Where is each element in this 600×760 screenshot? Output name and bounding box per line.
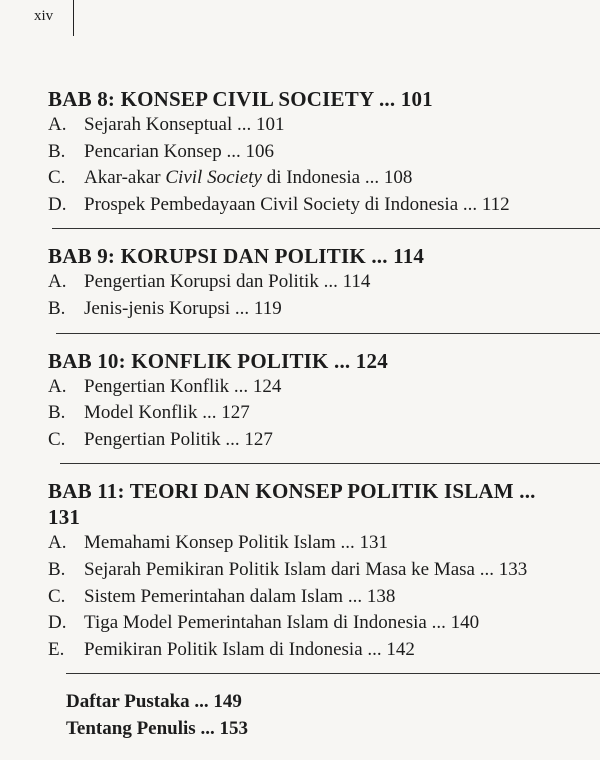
entry-letter: A.: [48, 271, 67, 293]
entry-text: Pengertian Korupsi dan Politik ... 114: [84, 271, 371, 293]
toc-entry: [48, 192, 568, 219]
toc-entry: [48, 584, 568, 611]
bibliography-entry: Daftar Pustaka ... 149: [66, 691, 242, 713]
entry-text: Pemikiran Politik Islam di Indonesia ... 142: [84, 638, 415, 660]
section-divider: [60, 463, 600, 464]
entry-text-post: di Indonesia ... 108: [261, 167, 413, 189]
entry-text-pre: Akar-akar: [84, 167, 166, 189]
entry-letter: C.: [48, 428, 66, 450]
toc-entry: [48, 374, 568, 401]
entry-letter: A.: [48, 532, 67, 554]
chapter-10: [48, 348, 568, 454]
entry-text: Pengertian Konflik ... 124: [84, 375, 282, 397]
chapter-8: [48, 86, 568, 218]
entry-letter: C.: [48, 167, 66, 189]
back-matter: [66, 688, 600, 742]
entry-text: Pencarian Konsep ... 106: [84, 140, 274, 162]
entry-letter: C.: [48, 585, 66, 607]
entry-text: [84, 165, 412, 192]
entry-letter: E.: [48, 638, 65, 660]
entry-letter: A.: [48, 375, 67, 397]
entry-text: Tiga Model Pemerintahan Islam di Indonesia ... 140: [84, 612, 480, 634]
section-divider: [66, 673, 600, 674]
toc-entry: [48, 139, 568, 166]
toc-entry: [48, 637, 568, 664]
toc-entry: [48, 427, 568, 454]
entry-text: Jenis-jenis Korupsi ... 119: [84, 297, 282, 319]
section-divider: [56, 333, 600, 334]
entry-letter: B.: [48, 558, 66, 580]
chapter-title: BAB 9: KORUPSI DAN POLITIK ... 114: [48, 244, 425, 269]
entry-text: Sejarah Pemikiran Politik Islam dari Masa ke Masa ... 133: [84, 558, 528, 580]
entry-letter: B.: [48, 140, 66, 162]
toc-entry: [48, 557, 568, 584]
toc-entry: [48, 610, 568, 637]
entry-letter: D.: [48, 612, 67, 634]
entry-text: Memahami Konsep Politik Islam ... 131: [84, 532, 388, 554]
chapter-title: BAB 11: TEORI DAN KONSEP POLITIK ISLAM ... 131: [48, 479, 536, 530]
chapter-11: [48, 478, 568, 663]
entry-text: Model Konflik ... 127: [84, 402, 250, 424]
entry-letter: B.: [48, 297, 66, 319]
entry-letter: D.: [48, 193, 67, 215]
entry-text: Sejarah Konseptual ... 101: [84, 114, 285, 135]
chapter-title: BAB 10: KONFLIK POLITIK ... 124: [48, 348, 388, 373]
toc-entry: [48, 112, 568, 139]
entry-letter: B.: [48, 402, 66, 424]
toc-entry: [48, 296, 568, 323]
table-of-contents: [0, 86, 600, 742]
chapter-title: BAB 8: KONSEP CIVIL SOCIETY ... 101: [48, 87, 433, 111]
toc-entry: [48, 530, 568, 557]
entry-letter: A.: [48, 114, 67, 135]
entry-text: Sistem Pemerintahan dalam Islam ... 138: [84, 585, 396, 607]
entry-text: Prospek Pembedayaan Civil Society di Indonesia ... 112: [84, 193, 510, 215]
toc-entry: [48, 400, 568, 427]
chapter-9: [48, 243, 568, 322]
page-number: xiv: [34, 8, 54, 24]
entry-text-italic: Civil Society: [165, 167, 262, 189]
section-divider: [52, 228, 600, 229]
toc-entry: [48, 269, 568, 296]
entry-text: Pengertian Politik ... 127: [84, 428, 273, 450]
about-author-entry: Tentang Penulis ... 153: [66, 718, 248, 740]
toc-entry: [48, 165, 568, 192]
header-rule: [73, 0, 74, 36]
